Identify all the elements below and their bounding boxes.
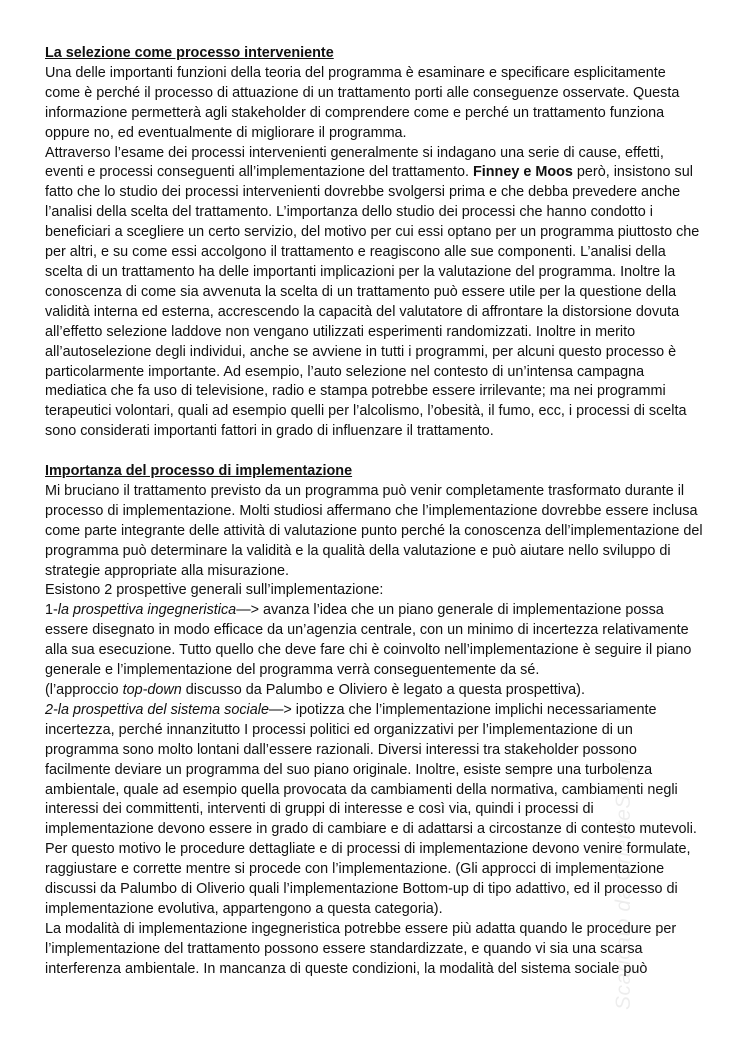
text-run: discusso da Palumbo e Oliviero è legato a questa prospettiva). — [181, 681, 585, 698]
text-run: però, insistono sul fatto che lo studio dei processi intervenienti dovrebbe svolgersi prima e che debba prevedere anche l’analisi della scelta del trattamento. L’importanza dello studio dei processi che hanno condotto i beneficiari a scegliere un certo servizio, del motivo per cui essi optano per un programma piuttosto che per altri, e su come essi accolgono il trattamento e reagiscono alle sue componenti. L’analisi della scelta di un trattamento ha delle importanti implicazioni per la valutazione del programma. Inoltre la conoscenza di come sia avvenuta la scelta di un trattamento può essere utile per la questione della validità interna ed esterna, accrescendo la capacità del valutatore di affrontare la distorsione dovuta all’effetto selezione laddove non vengano utilizzati esperimenti randomizzati. Inoltre in merito all’autoselezione degli individui, anche se avviene in tutti i programmi, per alcuni questo processo è particolarmente importante. Ad esempio, l’auto selezione nel contesto di un’intensa campagna mediatica che fa uso di televisione, radio e stampa potrebbe essere irrilevante; ma nei programmi terapeutici volontari, quali ad esempio quelli per l’alcolismo, l’obesità, il fumo, ecc, i processi di scelta sono considerati importanti fattori in grado di influenzare il trattamento. — [45, 164, 700, 440]
paragraph — [45, 144, 703, 443]
paragraph: Una delle importanti funzioni della teoria del programma è esaminare e specificare esplicitamente come è perché il processo di attuazione di un trattamento porti alle conseguenze osservate. Questa informazione permetterà agli stakeholder di comprendere come e perché un trattamento funziona oppure no, ed eventualmente di migliorare il programma. — [45, 64, 680, 141]
paragraph: La modalità di implementazione ingegneristica potrebbe essere più adatta quando le procedure per l’implementazione del trattamento possono essere standardizzate, e quando vi sia una scarsa interferenza ambientale. In mancanza di queste condizioni, la modalità del sistema sociale può — [45, 920, 677, 977]
text-run: Attraverso l’esame dei processi intervenienti generalmente si indagano una serie di cause, effetti, eventi e processi conseguenti all’implementazione del trattamento. — [45, 144, 664, 181]
italic-term: top-down — [122, 681, 182, 698]
document-page — [45, 44, 703, 980]
list-number: 1- — [45, 602, 58, 619]
section-heading-implementazione: Importanza del processo di implementazione — [45, 463, 353, 480]
section-heading-selezione: La selezione come processo interveniente — [45, 45, 334, 61]
paragraph — [45, 681, 703, 701]
italic-term: la prospettiva ingegneristica — [57, 602, 237, 619]
text-run: —> avanza l’idea che un piano generale di implementazione possa essere disegnato in modo efficace da un’agenzia centrale, con un minimo di incertezza relativamente alla sua esecuzione. Tutto quello che deve fare chi è coinvolto nell’implementazione è seguire il piano generale e l’implementazione del programma verrà conseguentemente da sé. — [45, 602, 692, 679]
list-item — [45, 701, 703, 920]
paragraph: Mi bruciano il trattamento previsto da un programma può venir completamente trasformato durante il processo di implementazione. Molti studiosi affermano che l’implementazione dovrebbe essere inclusa come parte integrante delle attività di valutazione punto perché la conoscenza dell’implementazione del programma può determinare la validità e la qualità della valutazione e può aiutare nello sviluppo di strategie appropriate alla misurazione. — [45, 482, 703, 579]
list-item — [45, 601, 703, 681]
text-run: (l’approccio — [45, 681, 123, 698]
text-run: —> ipotizza che l’implementazione implichi necessariamente incertezza, perché innanzitutto I processi politici ed organizzativi per l’implementazione di un programma sono molto lontani dall’essere razionali. Diversi interessi tra stakeholder possono facilmente deviare un programma del suo piano originale. Inoltre, esiste sempre una turbolenza ambientale, quale ad esempio quella provocata da cambiamenti della normativa, cambiamenti negli interessi dei committenti, interventi di gruppi di interesse e così via, quindi i processi di implementazione devono essere in grado di cambiare e di adattarsi a circostanze di contesto mutevoli. Per questo motivo le procedure dettagliate e di processi di implementazione devono venire formulate, raggiustare e corrette mentre si procede con l’implementazione. (Gli approcci di implementazione discussi da Palumbo di Oliverio quali l’implementazione Bottom-up di tipo adattivo, ed il processo di implementazione evolutiva, appartengono a questa categoria). — [45, 701, 697, 917]
watermark: Scaricato da OrienteStudi — [612, 758, 635, 1010]
bold-author-name: Finney e Moos — [472, 164, 573, 181]
paragraph: Esistono 2 prospettive generali sull’implementazione: — [45, 582, 384, 599]
italic-term: 2-la prospettiva del sistema sociale — [45, 701, 269, 718]
paragraph-gap — [45, 442, 703, 462]
